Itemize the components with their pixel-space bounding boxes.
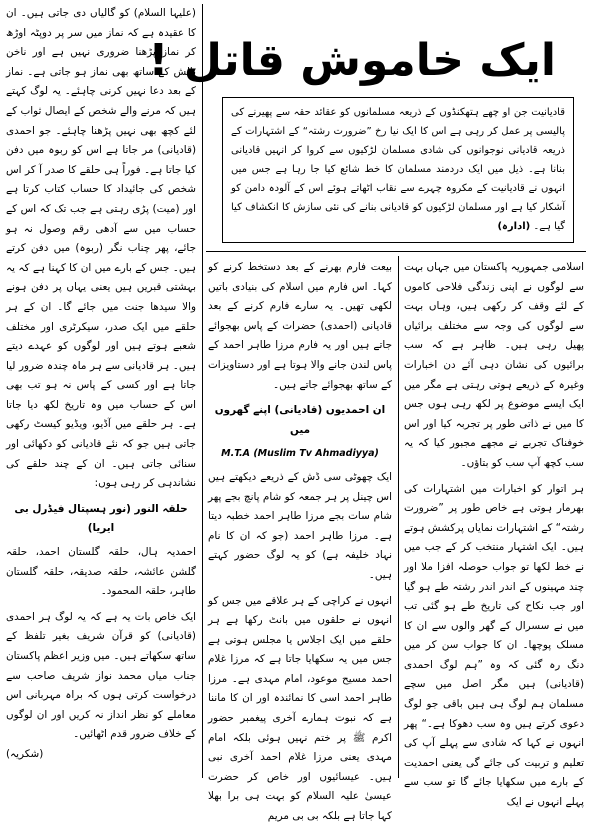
paragraph: ایک چھوٹی سی ڈش کے ذریعے دیکھتے ہیں اس چینل پر ہر جمعہ کو شام پانچ بجے پھر شام سات بجے مرزا طاہر احمد خطبہ دیتا ہے۔ مرزا طاہر احمد (جو کہ ان کا نام نہاد خلیفہ ہے) کو یہ لوگ حضور کہتے ہیں۔ bbox=[208, 470, 392, 581]
column-right bbox=[404, 258, 584, 809]
intro-text: قادیانیت جن او چھے ہتھکنڈوں کے ذریعہ مسلمانوں کو عقائد حقہ سے پھیرنے کی پالیسی پر عمل کر رہی ہے اس کا ایک نیا رخ ”ضرورت رشتہ“ کے اشتہارات کے ذریعہ قادیانی نوجوانوں کی شادی مسلمان لڑکیوں سے کروا کر انہیں قادیانی بنانا ہے۔ ذیل میں ایک دردمند مسلمان کا خط شائع کیا جا رہا ہے جس میں انہوں نے قادیانیت کے مکروہ چہرے سے نقاب اٹھاتے ہوئے اس کے آلودہ دامن کو آشکار کیا ہے اور مسلمان لڑکیوں کو قادیانی بنانے کی نئی سازش کا انکشاف کیا گیا ہے۔ bbox=[231, 107, 565, 232]
paragraph: انہوں نے کراچی کے ہر علاقے میں جس کو انہوں نے حلقوں میں بانٹ رکھا ہے ہر حلقے میں ایک اجلاس یا مجلس ہوتی ہے جس میں یہ سکھایا جاتا ہے کہ مرزا غلام احمد مسیح موعود، امام مہدی ہے۔ مرزا طاہر احمد اسی کا نمائندہ اور ان کا ماننا ہے کہ نبوت ہمارے آخری پیغمبر حضور اکرم ﷺ پر ختم نہیں ہوئی بلکہ امام مہدی یعنی مرزا غلام احمد آخری نبی ہیں۔ عیسائیوں اور خاص کر حضرت عیسیٰ علیہ السلام کو بہت ہی برا بھلا کہا جاتا ہے بلکہ بی بی مریم bbox=[208, 594, 392, 823]
paragraph: (علیہا السلام) کو گالیاں دی جاتی ہیں۔ ان کا عقیدہ ہے کہ نماز میں سر پر دوپٹہ اوڑھ کر نماز پڑھنا ضروری نہیں ہے اور ناخن پالش کے ساتھ بھی نماز ہو جاتی ہے۔ نماز کے بعد دعا نہیں کرنی چاہئے۔ یہ لوگ کہتے ہیں کہ مرنے والے شخص کے ایصال ثواب کے لئے کچھ بھی نہیں پڑھنا چاہئے۔ جو احمدی (قادیانی) مر جاتا ہے اس کو ربوہ میں دفن کیا جاتا ہے۔ فوراً ہی حلقے کا صدر آ کر اس شخص کی جائیداد کا حساب کتاب کرتا ہے اور (میت) پڑی رہتی ہے جب تک کہ اس کے حساب میں سے آدھی رقم وصول نہ ہو جائے، پھر چناب نگر (ربوہ) میں دفن کرتے ہیں۔ جس کے بارے میں ان کا کہنا ہے کہ یہ بہشتی قبریں ہیں یعنی یہاں پر دفن ہونے والا سیدھا جنت میں جائے گا۔ ان کے ہر حلقے میں ایک صدر، سیکرٹری اور مختلف شعبے ہوتے ہیں اور لوگوں کو عہدے دیتے ہیں۔ ہر قادیانی سے ہر ماہ چندہ ضرور لیا جاتا ہے اور کسی کے پاس نہ ہو تب بھی اس کے حساب میں وہ تاریخ لکھ دیا جاتا ہے۔ ہر حلقے میں آڈیو، ویڈیو کیسٹ رکھی جاتی ہیں جو کہ نئے قادیانی کو دکھائی اور سنائی جاتی ہیں۔ ان کے چند حلقے کی نشاندہی کر رہی ہوں: bbox=[6, 7, 196, 490]
paragraph-heading: حلقہ النور (نور ہسپتال فیڈرل بی ایریا) bbox=[14, 502, 188, 535]
column-middle bbox=[208, 258, 392, 823]
paragraph: اسلامی جمہوریہ پاکستان میں جہاں بہت سے لوگوں نے اپنی زندگی فلاحی کاموں کے لئے وقف کر رکھی ہیں، وہاں بہت سے لوگوں کی وجہ سے مختلف برائیاں پھیل رہی ہیں۔ ظاہر ہے کہ سب برائیوں کی نشان دہی آئے دن اخبارات وغیرہ کے ذریعے ہوتی رہتی ہے مگر میں ایک ایسے موضوع پر لکھ رہی ہوں جس کا میں نے ذاتی طور پر تجربہ کیا اور اس خوفناک تجربے نے مجھے مجبور کیا کہ یہ سب کچھ آپ سب کو بتاؤں۔ bbox=[404, 261, 584, 469]
intro-box bbox=[222, 97, 574, 243]
column-left bbox=[6, 4, 196, 778]
column-divider-left bbox=[202, 4, 203, 778]
paragraph: احمدیہ ہال، حلقہ گلستان احمد، حلقہ گلشن عائشہ، حلقہ صدیقہ، حلقہ گلستان طاہر، حلقہ المحمود۔ bbox=[6, 546, 196, 598]
intro-author: (ادارہ) bbox=[497, 221, 531, 232]
article-title: ایک خاموش قاتل ! bbox=[148, 35, 556, 86]
paragraph: ہر اتوار کو اخبارات میں اشتہارات کی بھرمار ہوتی ہے خاص طور پر ”ضرورت رشتہ“ کے اشتہارات نمایاں پرکشش ہوتے ہیں۔ ایک اشتہار منتخب کر کے جب میں نے خط لکھا تو جواب حوصلہ افزا ملا اور چند مہینوں کے اندر اندر رشتہ طے ہو گیا اور جب نکاح کی تاریخ طے ہو گئی تب میں نے سسرال کے گھر والوں سے ان کا مسلک پوچھا۔ ان کا جواب سن کر میں دنگ رہ گئی کہ وہ ”ہم لوگ احمدی (قادیانی) ہیں مگر اصل میں سچے مسلمان ہم لوگ ہی ہیں باقی جو لوگ دعوی کرتے ہیں وہ سب دھوکا ہے۔“ پھر انہوں نے کہا کہ شادی سے پہلے آپ کی تعلیم و تربیت کی جائے گی یعنی احمدیت کے بارے میں سکھایا جائے گا تو سب سے پہلے انہوں نے ایک bbox=[404, 482, 584, 809]
signoff: (شکریہ) bbox=[6, 747, 44, 760]
column-divider-right bbox=[398, 256, 399, 778]
paragraph-heading: ان احمدیوں (قادیانی) اپنے گھروں میں bbox=[214, 404, 386, 436]
paragraph: ایک خاص بات یہ ہے کہ یہ لوگ ہر احمدی (قادیانی) کو قرآن شریف بغیر تلفظ کے ساتھ سکھاتے ہیں۔ میں وزیر اعظم پاکستان جناب میاں محمد نواز شریف صاحب سے درخواست کرتی ہوں کہ براہ مہربانی اس معاملے کو نظر انداز نہ کریں اور ان لوگوں کے خلاف ضرور قدم اٹھائیں۔ bbox=[6, 610, 196, 741]
paragraph: بیعت فارم بھرنے کے بعد دستخط کرنے کو کہا۔ اس فارم میں اسلام کی بنیادی باتیں لکھی تھیں۔ یہ سارے فارم کرنے کے بعد قادیانی (احمدی) حضرات کے پاس بھجوائے جاتے ہیں اور یہ فارم مرزا طاہر احمد کے پاس لندن جانے والا ہوتا ہے اور دستاویزات کے ساتھ بھجوائے جاتے ہیں۔ bbox=[208, 261, 392, 391]
channel-name: M.T.A (Muslim Tv Ahmadiyya) bbox=[221, 448, 379, 460]
title-underline bbox=[206, 251, 586, 252]
